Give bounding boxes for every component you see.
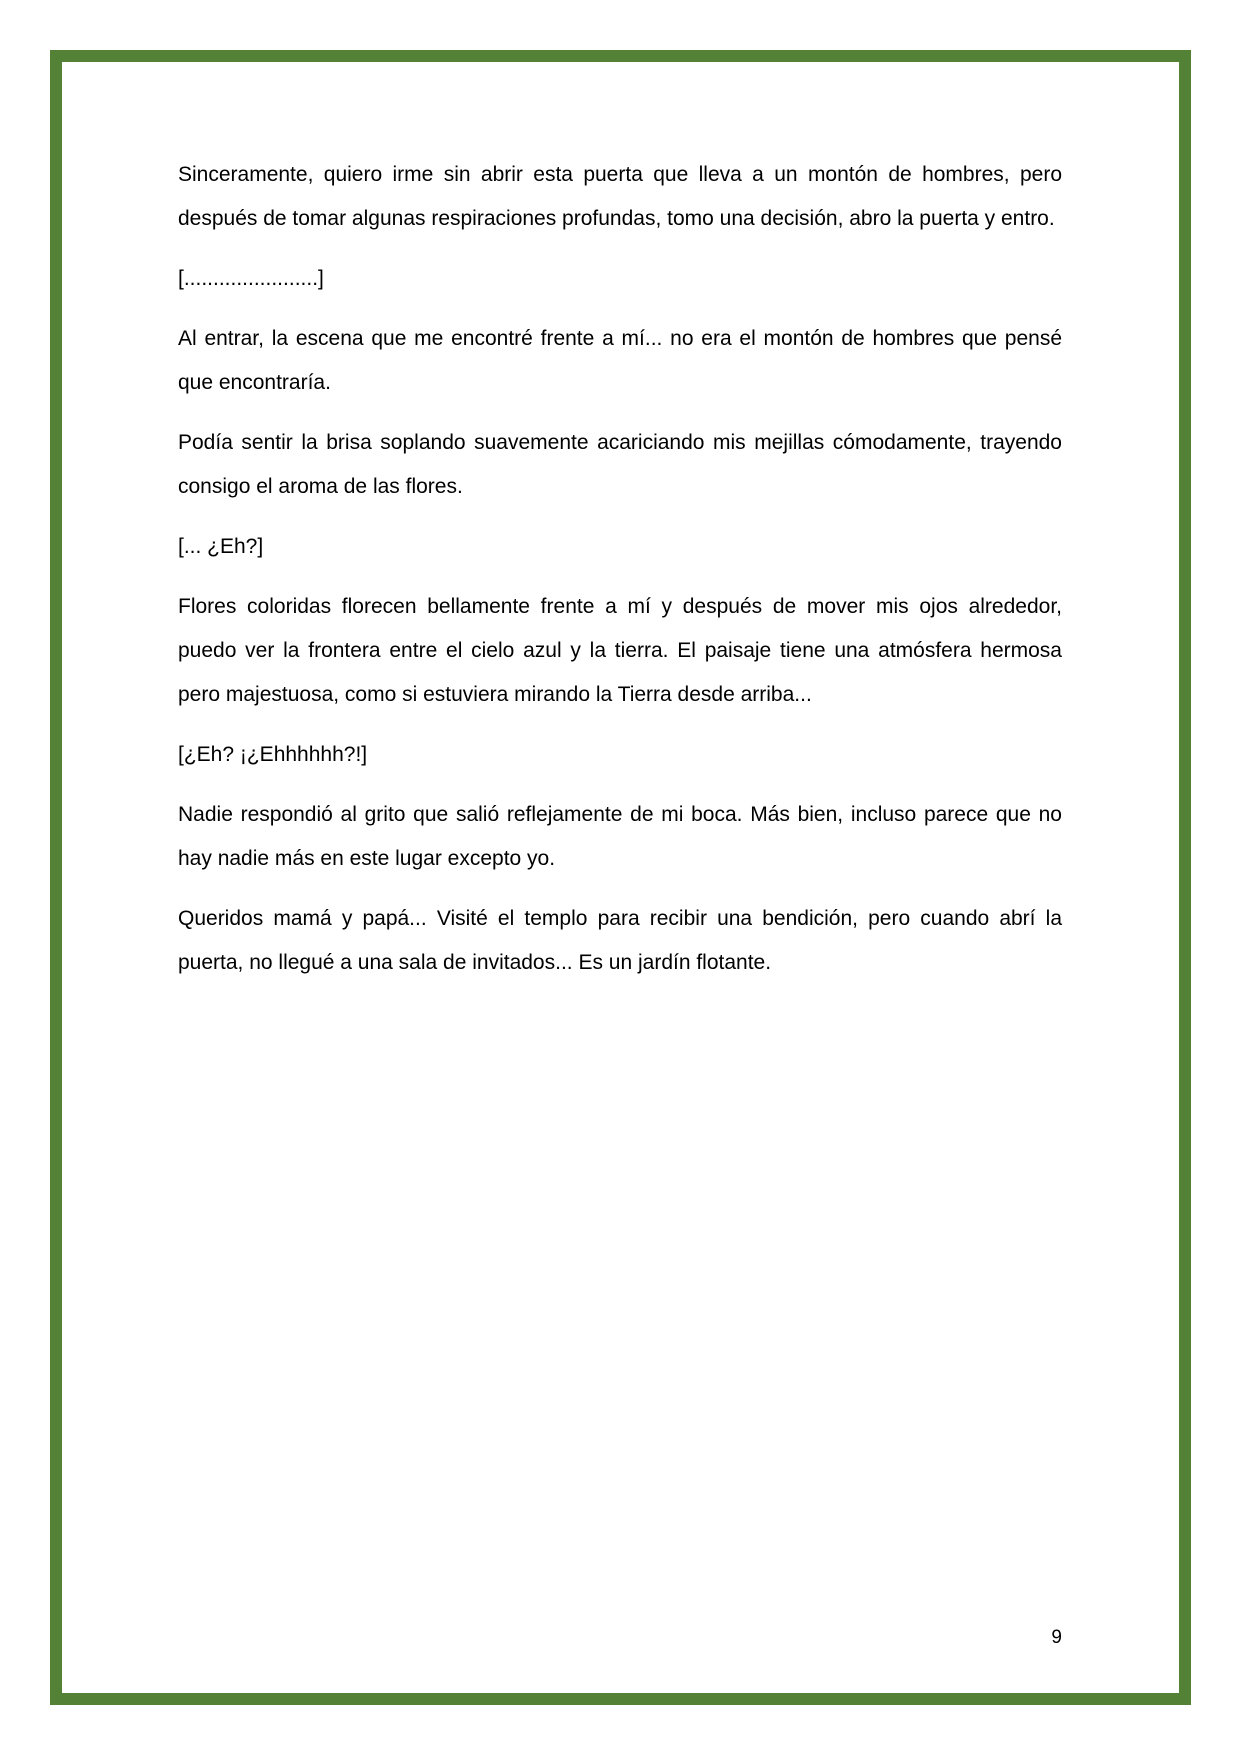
page-number: 9 [1051,1627,1062,1648]
paragraph: Flores coloridas florecen bellamente frente a mí y después de mover mis ojos alrededor, puedo ver la frontera entre el cielo azul y la tierra. El paisaje tiene una atmósfera hermosa pero majestuosa, como si estuviera mirando la Tierra desde arriba... [178,595,1062,706]
dialogue-line: [... ¿Eh?] [178,535,264,558]
dialogue-line: [¿Eh? ¡¿Ehhhhhh?!] [178,743,368,766]
paragraph: Sinceramente, quiero irme sin abrir esta puerta que lleva a un montón de hombres, pero después de tomar algunas respiraciones profundas, tomo una decisión, abro la puerta y entro. [178,163,1062,230]
paragraph: Podía sentir la brisa soplando suavemente acariciando mis mejillas cómodamente, trayendo consigo el aroma de las flores. [178,431,1062,498]
paragraph: Queridos mamá y papá... Visité el templo para recibir una bendición, pero cuando abrí la puerta, no llegué a una sala de invitados... Es un jardín flotante. [178,907,1062,974]
paragraph-ellipsis-bracket: [.......................] [178,267,324,290]
paragraph: Nadie respondió al grito que salió reflejamente de mi boca. Más bien, incluso parece que no hay nadie más en este lugar excepto yo. [178,803,1062,870]
document-body [178,153,1062,1001]
paragraph: Al entrar, la escena que me encontré frente a mí... no era el montón de hombres que pensé que encontraría. [178,327,1062,394]
